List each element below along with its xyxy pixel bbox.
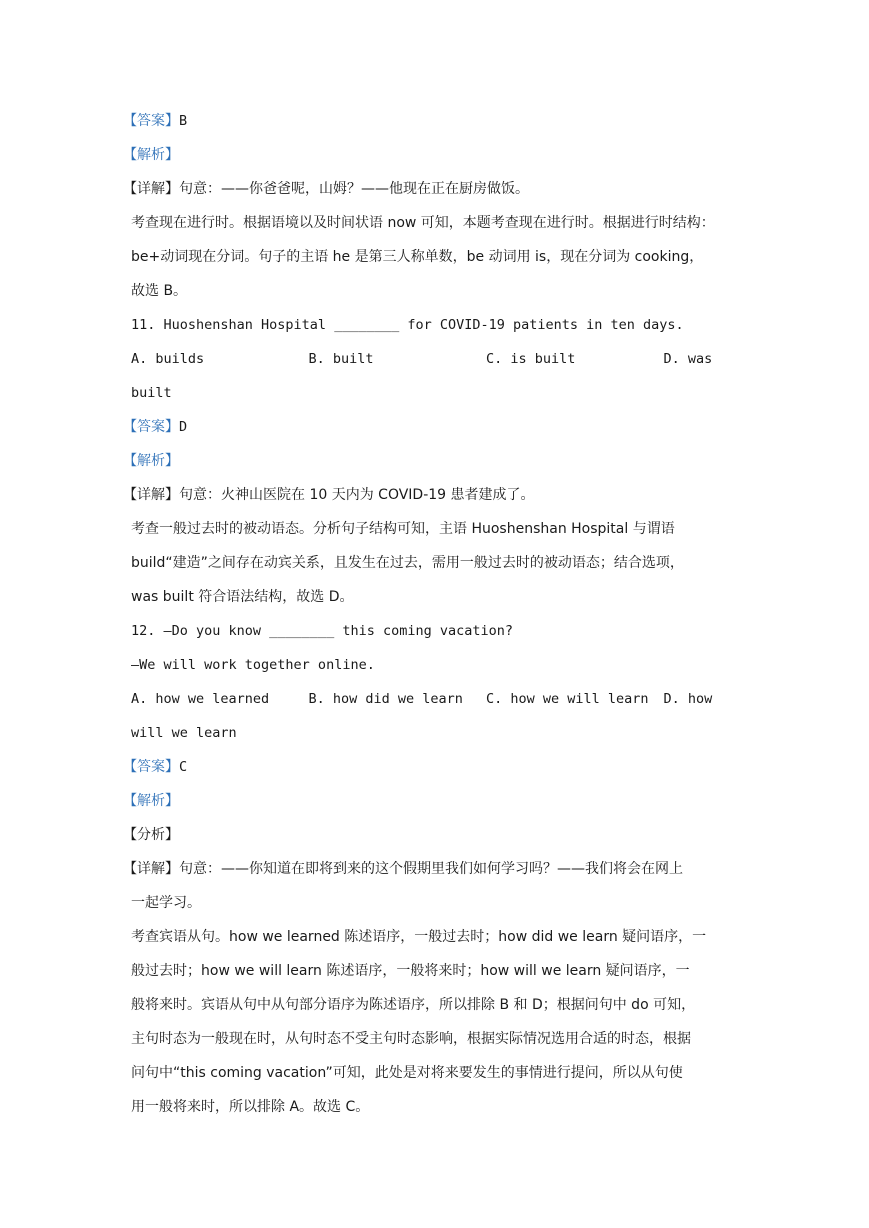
- q12-explain-line-2: 般过去时；how we will learn 陈述语序，一般将来时；how will we learn 疑问语序，一: [131, 963, 690, 979]
- detail-text: 句意：火神山医院在 10 天内为 COVID-19 患者建成了。: [179, 487, 535, 503]
- detail-label: 【详解】: [123, 487, 179, 503]
- q10-answer-line: [123, 104, 741, 138]
- q12-explain-line-4: 主句时态为一般现在时，从句时态不受主句时态影响，根据实际情况选用合适的时态，根据: [131, 1031, 691, 1047]
- answer-label: 【答案】: [123, 419, 179, 435]
- q11-stem: 11. Huoshenshan Hospital ________ for COVID-19 patients in ten days.: [131, 317, 684, 333]
- q11-option-c: C. is built: [486, 351, 576, 367]
- q11-option-b: B. built: [308, 351, 374, 367]
- q10-detail-line: [123, 172, 741, 206]
- q11-option-a: A. builds: [131, 351, 205, 367]
- answer-value: B: [179, 113, 188, 129]
- q12-options: [131, 682, 741, 716]
- q11-explain-line-1: 考查一般过去时的被动语态。分析句子结构可知，主语 Huoshenshan Hospital 与谓语: [131, 521, 675, 537]
- q12-option-d: D. how: [663, 691, 713, 707]
- q10-explain-line-1: 考查现在进行时。根据语境以及时间状语 now 可知，本题考查现在进行时。根据进行时结构：: [131, 215, 715, 231]
- answer-label: 【答案】: [123, 759, 179, 775]
- detail-text-line-1: 句意：——你知道在即将到来的这个假期里我们如何学习吗？——我们将会在网上: [179, 861, 683, 877]
- q10-analysis-line: [123, 138, 741, 172]
- q12-analysis-line: [123, 784, 741, 818]
- q11-explain-line-3: was built 符合语法结构，故选 D。: [131, 589, 354, 605]
- analysis-label: 【解析】: [123, 793, 179, 809]
- q11-explain-line-2: build“建造”之间存在动宾关系，且发生在过去，需用一般过去时的被动语态；结合选项，: [131, 555, 684, 571]
- q12-explain-line-3: 般将来时。宾语从句中从句部分语序为陈述语序，所以排除 B 和 D；根据问句中 do 可知，: [131, 997, 696, 1013]
- q12-detail-line: [123, 852, 741, 886]
- q12-answer-line: [123, 750, 741, 784]
- analysis-label: 【解析】: [123, 453, 179, 469]
- q12-stem-line-1: 12. —Do you know ________ this coming vacation?: [131, 623, 514, 639]
- detail-label: 【详解】: [123, 861, 179, 877]
- q12-option-b: B. how did we learn: [308, 691, 463, 707]
- answer-label: 【答案】: [123, 113, 179, 129]
- q12-fenxi-line: [123, 818, 741, 852]
- answer-value: D: [179, 419, 188, 435]
- q11-detail-line: [123, 478, 741, 512]
- fenxi-label: 【分析】: [123, 827, 179, 843]
- q11-option-wrap: built: [131, 385, 172, 401]
- q12-explain-line-1: 考查宾语从句。how we learned 陈述语序，一般过去时；how did we learn 疑问语序，一: [131, 929, 707, 945]
- q12-explain-line-5: 问句中“this coming vacation”可知，此处是对将来要发生的事情进行提问，所以从句使: [131, 1065, 683, 1081]
- q11-analysis-line: [123, 444, 741, 478]
- q12-option-a: A. how we learned: [131, 691, 270, 707]
- detail-label: 【详解】: [123, 181, 179, 197]
- q10-explain-line-2: be+动词现在分词。句子的主语 he 是第三人称单数，be 动词用 is，现在分词为 cooking，: [131, 249, 704, 265]
- detail-text: 句意：——你爸爸呢，山姆？——他现在正在厨房做饭。: [179, 181, 529, 197]
- q12-explain-line-6: 用一般将来时，所以排除 A。故选 C。: [131, 1099, 370, 1115]
- q11-answer-line: [123, 410, 741, 444]
- q12-option-wrap: will we learn: [131, 725, 237, 741]
- analysis-label: 【解析】: [123, 147, 179, 163]
- answer-value: C: [179, 759, 188, 775]
- q11-options: [131, 342, 741, 376]
- q12-stem-line-2: —We will work together online.: [131, 657, 375, 673]
- q12-detail-line-2: 一起学习。: [131, 895, 201, 911]
- q11-option-d: D. was: [663, 351, 713, 367]
- document-page: [123, 104, 741, 1124]
- q10-explain-line-3: 故选 B。: [131, 283, 188, 299]
- q12-option-c: C. how we will learn: [486, 691, 649, 707]
